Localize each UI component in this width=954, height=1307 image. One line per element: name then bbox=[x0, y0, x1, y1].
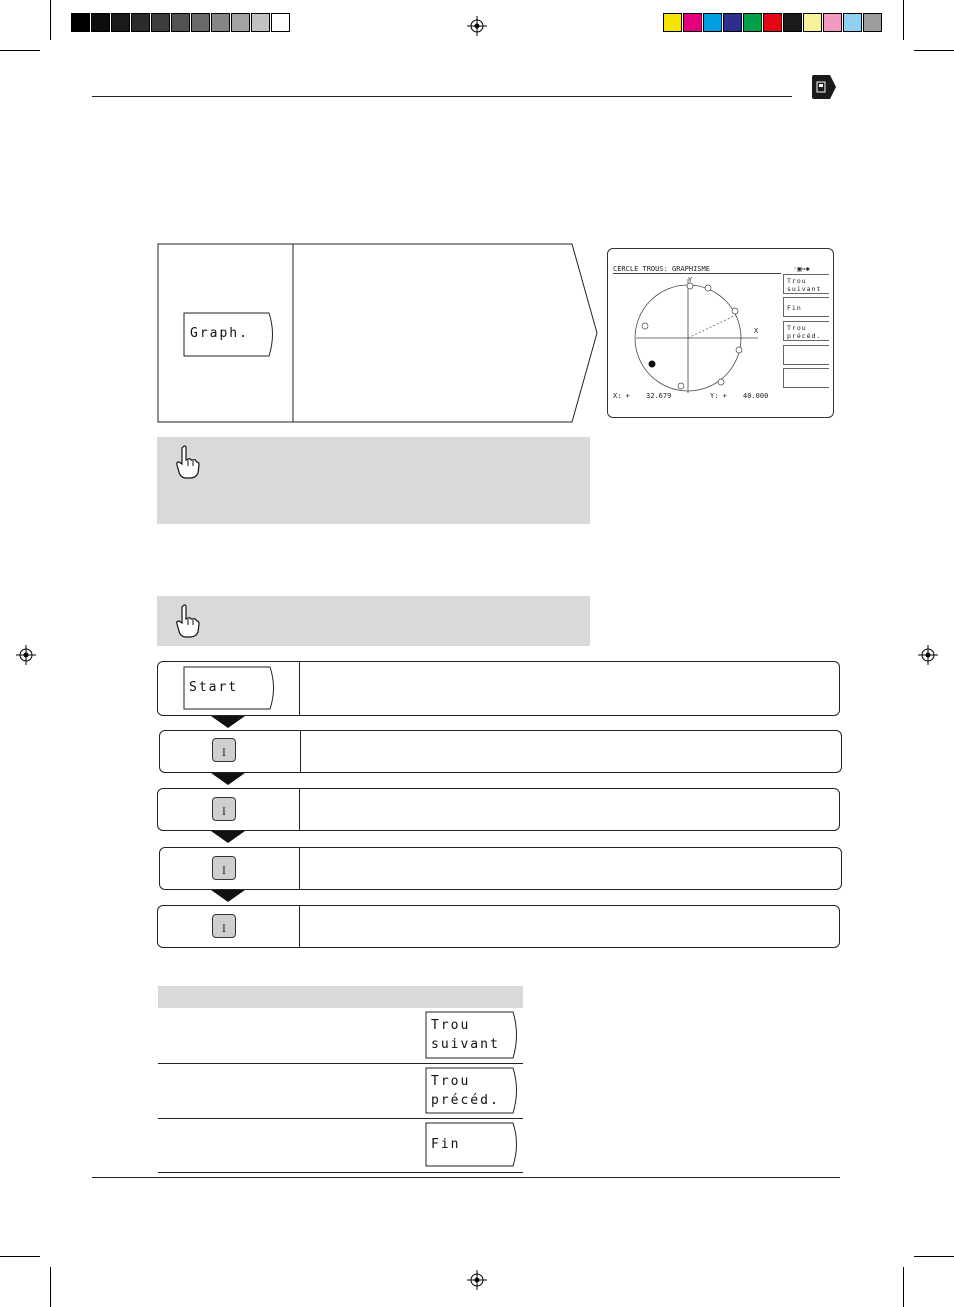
color-swatch bbox=[783, 13, 802, 32]
x-readout-value: 32.679 bbox=[646, 392, 672, 400]
graph-softkey[interactable] bbox=[183, 312, 277, 357]
screen-softkey-empty[interactable] bbox=[783, 368, 829, 388]
y-readout-label: Y: + bbox=[710, 392, 727, 400]
gray-swatch bbox=[211, 13, 230, 32]
color-swatch bbox=[723, 13, 742, 32]
start-softkey[interactable] bbox=[183, 666, 278, 710]
softkey-line1: Trou bbox=[431, 1074, 471, 1089]
footer-rule bbox=[92, 1177, 840, 1178]
down-arrow-icon bbox=[211, 716, 245, 728]
key-i[interactable] bbox=[212, 797, 236, 821]
screen-softkey-label: Trou bbox=[787, 324, 807, 332]
color-swatch bbox=[843, 13, 862, 32]
gray-swatch bbox=[91, 13, 110, 32]
screen-softkey-empty[interactable] bbox=[783, 345, 829, 365]
gray-swatch bbox=[131, 13, 150, 32]
table-row bbox=[158, 1119, 523, 1173]
screen-preview bbox=[607, 248, 834, 418]
down-arrow-icon bbox=[211, 890, 245, 902]
screen-softkey-prev-hole[interactable] bbox=[783, 321, 829, 341]
softkey-line2: précéd. bbox=[431, 1093, 500, 1108]
table-row bbox=[158, 1008, 523, 1064]
softkey-line1: Fin bbox=[431, 1137, 461, 1152]
table-row bbox=[158, 1064, 523, 1119]
end-softkey[interactable] bbox=[425, 1122, 520, 1167]
key-i-label: I bbox=[222, 924, 226, 935]
gray-swatch bbox=[251, 13, 270, 32]
key-i[interactable] bbox=[212, 856, 236, 880]
screen-softkey-end[interactable] bbox=[783, 297, 829, 317]
screen-title-rule bbox=[613, 273, 781, 274]
gray-swatch bbox=[231, 13, 250, 32]
crop-mark bbox=[50, 0, 51, 40]
softkey-line1: Trou bbox=[431, 1018, 471, 1033]
crop-mark bbox=[903, 1267, 904, 1307]
key-i[interactable] bbox=[212, 914, 236, 938]
color-swatch bbox=[803, 13, 822, 32]
gray-swatch bbox=[71, 13, 90, 32]
step-row bbox=[157, 661, 840, 716]
gray-swatch bbox=[111, 13, 130, 32]
registration-mark-icon bbox=[918, 645, 938, 665]
axis-y-label: Y bbox=[688, 276, 693, 284]
registration-mark-icon bbox=[467, 16, 487, 36]
softkey-line2: suivant bbox=[431, 1037, 500, 1052]
color-swatch bbox=[823, 13, 842, 32]
key-i-label: I bbox=[222, 866, 226, 877]
screen-title: CERCLE TROUS: GRAPHISME bbox=[613, 265, 710, 273]
pointing-hand-icon bbox=[174, 445, 200, 479]
registration-mark-icon bbox=[467, 1270, 487, 1290]
color-swatch bbox=[703, 13, 722, 32]
x-readout-label: X: + bbox=[613, 392, 630, 400]
axis-x-label: X bbox=[754, 327, 759, 335]
key-i-label: I bbox=[222, 807, 226, 818]
crop-mark bbox=[903, 0, 904, 40]
next-hole-softkey[interactable] bbox=[425, 1011, 520, 1059]
screen-status-icons: ◦▣⇒✱ bbox=[793, 265, 810, 273]
header-rule bbox=[92, 96, 792, 97]
row-divider bbox=[299, 906, 300, 947]
crop-mark bbox=[0, 50, 40, 51]
start-softkey-label: Start bbox=[189, 680, 239, 695]
screen-softkey-label: Fin bbox=[787, 304, 802, 312]
crop-mark bbox=[914, 1256, 954, 1257]
note-box bbox=[157, 596, 590, 646]
pointing-hand-icon bbox=[174, 604, 200, 638]
gray-swatch bbox=[191, 13, 210, 32]
row-divider bbox=[300, 731, 301, 772]
color-swatch bbox=[683, 13, 702, 32]
color-swatch bbox=[743, 13, 762, 32]
registration-mark-icon bbox=[16, 645, 36, 665]
down-arrow-icon bbox=[211, 831, 245, 843]
row-divider bbox=[299, 848, 300, 889]
row-divider bbox=[299, 662, 300, 715]
crop-mark bbox=[50, 1267, 51, 1307]
screen-softkey-next-hole[interactable] bbox=[783, 274, 829, 294]
step-row bbox=[159, 847, 842, 890]
key-i-label: I bbox=[222, 748, 226, 759]
screen-softkey-label: suivant bbox=[787, 285, 822, 293]
gray-swatch bbox=[151, 13, 170, 32]
step-row bbox=[157, 788, 840, 831]
color-swatch bbox=[863, 13, 882, 32]
bolt-circle-graphic bbox=[628, 275, 780, 395]
down-arrow-icon bbox=[211, 773, 245, 785]
screen-softkey-label: Trou bbox=[787, 277, 807, 285]
gray-swatch bbox=[271, 13, 290, 32]
row-divider bbox=[299, 789, 300, 830]
y-readout-value: 40.000 bbox=[743, 392, 769, 400]
prev-hole-softkey[interactable] bbox=[425, 1067, 520, 1114]
color-swatch bbox=[663, 13, 682, 32]
key-i[interactable] bbox=[212, 738, 236, 762]
screen-softkey-label: précéd. bbox=[787, 332, 822, 340]
graph-softkey-label: Graph. bbox=[190, 326, 249, 341]
crop-mark bbox=[914, 50, 954, 51]
step-row bbox=[157, 905, 840, 948]
step-row bbox=[159, 730, 842, 773]
note-box bbox=[157, 437, 590, 524]
graph-panel bbox=[157, 243, 602, 423]
manual-icon bbox=[810, 74, 838, 100]
color-swatch bbox=[763, 13, 782, 32]
gray-swatch bbox=[171, 13, 190, 32]
table-header bbox=[158, 986, 523, 1008]
crop-mark bbox=[0, 1256, 40, 1257]
